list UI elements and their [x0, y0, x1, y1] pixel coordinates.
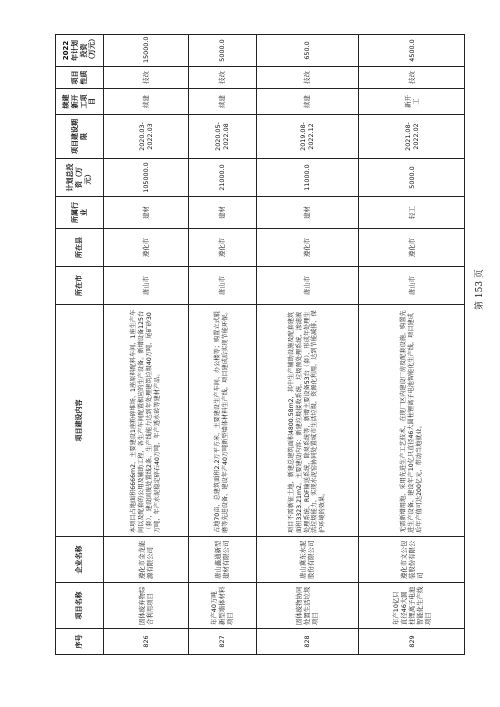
cell-industry: 建材 — [256, 197, 359, 229]
cell-plan2022: 4500.0 — [359, 35, 465, 67]
cell-status: 续建 — [104, 89, 189, 115]
cell-investment: 21000.0 — [188, 159, 256, 197]
cell-investment: 5000.0 — [359, 159, 465, 197]
cell-content: 本项目占地面积6666m2，主要建设1座粉碎堆场、1座原料配料车间、1座生产车间以及配套的公用及辅助工程，各生产车间配置相应的生产设备。新增设备125台（套），建设固废处置线2条，生产线能力达到年处理建筑垃圾40万吨、尾矿砂30万吨，年产水泥稳定碎石40万吨，年产透水砖等建材产品。 — [104, 305, 189, 537]
table-row — [188, 35, 256, 655]
cell-city: 唐山市 — [359, 267, 465, 305]
cell-project-name: 年产40万吨新型墙体材料项目 — [188, 583, 256, 629]
header-county: 所在县 — [56, 229, 104, 267]
cell-company: 遵化市文公包装股份有限公司 — [359, 537, 465, 583]
header-nature: 项目性质 — [56, 67, 104, 89]
cell-nature: 技改 — [104, 67, 189, 89]
cell-industry: 建材 — [104, 197, 189, 229]
header-investment: 计划总投资（万元） — [56, 159, 104, 197]
cell-city: 唐山市 — [188, 267, 256, 305]
cell-nature: 技改 — [188, 67, 256, 89]
cell-county: 遵化市 — [256, 229, 359, 267]
cell-project-name: 固体废弃物综合利用项目 — [104, 583, 189, 629]
cell-project-name: 固体废物协同处置生活垃圾项目 — [256, 583, 359, 629]
cell-nature: 技改 — [359, 67, 465, 89]
table-header-row — [56, 35, 104, 655]
cell-county: 遵化市 — [188, 229, 256, 267]
header-status: 续建新开工项目 — [56, 89, 104, 115]
header-content: 项目建设内容 — [56, 305, 104, 537]
cell-nature: 技改 — [256, 67, 359, 89]
cell-period: 2021.08-2022.02 — [359, 115, 465, 159]
project-table — [55, 34, 465, 655]
cell-no: 826 — [104, 629, 189, 655]
header-period: 项目建设期限 — [56, 115, 104, 159]
cell-investment: 105000.0 — [104, 159, 189, 197]
cell-industry: 轻工 — [359, 197, 465, 229]
header-plan2022: 2022年计划投资（万元） — [56, 35, 104, 67]
cell-investment: 11000.0 — [256, 159, 359, 197]
cell-status: 续建 — [188, 89, 256, 115]
table-row — [104, 35, 189, 655]
cell-company: 唐山鑫通新型建材有限公司 — [188, 537, 256, 583]
cell-no: 827 — [188, 629, 256, 655]
table-row — [256, 35, 359, 655]
cell-no: 829 — [359, 629, 465, 655]
cell-city: 唐山市 — [256, 267, 359, 305]
cell-county: 遵化市 — [104, 229, 189, 267]
rotated-table-page — [55, 35, 465, 655]
header-city: 所在市 — [56, 267, 104, 305]
header-industry: 所属行业 — [56, 197, 104, 229]
cell-company: 遵化市金龙能源有限公司 — [104, 537, 189, 583]
cell-status: 续建 — [256, 89, 359, 115]
cell-company: 唐山冀东水泥股份有限公司 — [256, 537, 359, 583]
cell-project-name: 年产10亿只直径46大圆柱锂离子电池智能化生产线项目 — [359, 583, 465, 629]
cell-content: 无需新增用地，采用先进生产工艺技术，在现厂区内建设厂房及配套设施，购置先进生产设备，建设年产10亿只直径46大圆柱锂离子电池智能化生产线，项目建成后年产值可达200亿元，带动当地就业。 — [359, 305, 465, 537]
table-row — [359, 35, 465, 655]
cell-period: 2019.08-2022.12 — [256, 115, 359, 159]
cell-industry: 建材 — [188, 197, 256, 229]
cell-status: 新开工 — [359, 89, 465, 115]
cell-period: 2020.05-2022.08 — [188, 115, 256, 159]
cell-period: 2020.03-2022.03 — [104, 115, 189, 159]
cell-plan2022: 650.0 — [256, 35, 359, 67]
cell-no: 828 — [256, 629, 359, 655]
cell-content: 占地70亩，总建筑面积2.2万平方米，主要建设生产车间、办公楼等；购置立式辊磨等先进设备，建设年产40万吨新型墙体材料生产线，项目建成后实现节能环保。 — [188, 305, 256, 537]
header-company: 企业名称 — [56, 537, 104, 583]
cell-county: 遵化市 — [359, 229, 465, 267]
page-number: 第 153 页 — [475, 269, 485, 310]
cell-content: 项目不需新征土地，新建总建筑面积4800.58m2，其中生产辅助设施及配套建筑面积3323.21m2。主要建设内容：新建垃圾接收系统、垃圾预处理系统、渗滤液处理系统、RDF输送系统、除臭系统等，新增主要设备53台（套），形成年处理生活垃圾能力，实现水泥窑协同处置城市生活垃圾，资源化利用，达到节能减排、保护环境的效果。 — [256, 305, 359, 537]
header-project-name: 项目名称 — [56, 583, 104, 629]
cell-city: 唐山市 — [104, 267, 189, 305]
cell-plan2022: 5000.0 — [188, 35, 256, 67]
cell-plan2022: 15000.0 — [104, 35, 189, 67]
header-no: 序号 — [56, 629, 104, 655]
